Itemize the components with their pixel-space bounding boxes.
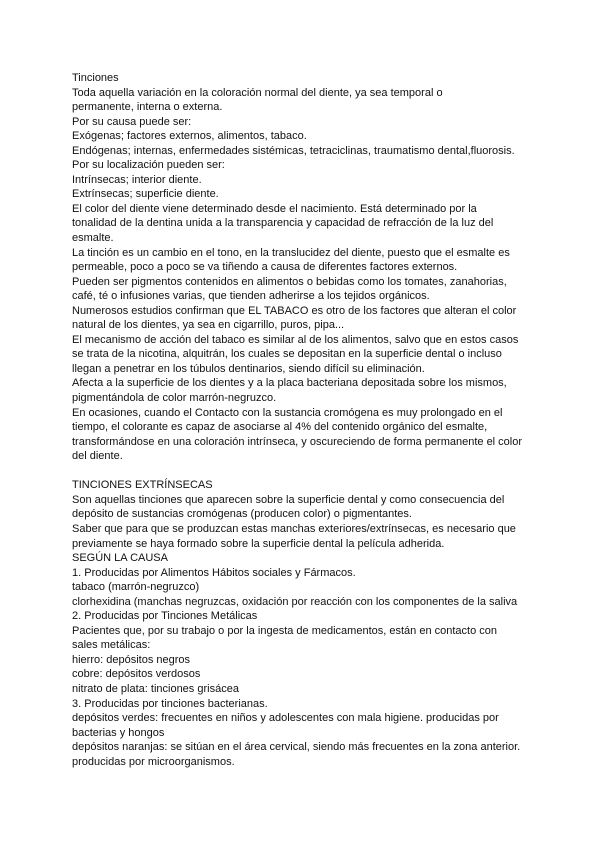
text-line: Por su causa puede ser: [72, 115, 192, 128]
list-item: 3. Producidas por tinciones bacterianas. [72, 697, 268, 710]
text-line: El mecanismo de acción del tabaco es similar al de los alimentos, salvo que en estos casos [72, 333, 519, 346]
paragraph-spacer [72, 464, 542, 479]
text-line: Por su localización pueden ser: [72, 159, 225, 172]
text-line: permanente, interna o externa. [72, 101, 223, 114]
text-line: Exógenas; factores externos, alimentos, tabaco. [72, 130, 307, 143]
text-line: se trata de la nicotina, alquitrán, los cuales se depositan en la superficie dental o incluso [72, 348, 502, 361]
section-title: TINCIONES EXTRÍNSECAS [72, 479, 213, 492]
text-line: La tinción es un cambio en el tono, en la translucidez del diente, puesto que el esmalte es [72, 246, 510, 259]
text-line: nitrato de plata: tinciones grisácea [72, 682, 239, 695]
text-line: depósitos verdes: frecuentes en niños y adolescentes con mala higiene. producidas por [72, 712, 499, 725]
text-line: sales metálicas: [72, 639, 151, 652]
section-tinciones-extrinsecas [72, 478, 542, 769]
text-line: El color del diente viene determinado desde el nacimiento. Está determinado por la [72, 202, 477, 215]
text-line: llegan a penetrar en los túbulos dentinarios, siendo difícil su eliminación. [72, 362, 425, 375]
text-line: En ocasiones, cuando el Contacto con la sustancia cromógena es muy prolongado en el [72, 406, 503, 419]
text-line: Afecta a la superficie de los dientes y a la placa bacteriana depositada sobre los mismos, [72, 377, 507, 390]
text-line: natural de los dientes, ya sea en cigarrillo, puros, pipa... [72, 319, 345, 332]
list-item: 2. Producidas por Tinciones Metálicas [72, 610, 258, 623]
text-line: depósitos naranjas: se sitúan en el área cervical, siendo más frecuentes en la zona anterior. [72, 741, 521, 754]
text-line: Numerosos estudios confirman que EL TABACO es otro de los factores que alteran el color [72, 304, 517, 317]
text-line: permeable, poco a poco se va tiñendo a causa de diferentes factores externos. [72, 261, 458, 274]
list-item: 1. Producidas por Alimentos Hábitos sociales y Fármacos. [72, 566, 356, 579]
document-body [72, 71, 542, 769]
text-line: Extrínsecas; superficie diente. [72, 188, 219, 201]
text-line: tabaco (marrón-negruzco) [72, 581, 200, 594]
text-line: tiempo, el colorante es capaz de asociarse al 4% del contenido orgánico del esmalte, [72, 421, 488, 434]
text-line: Pacientes que, por su trabajo o por la ingesta de medicamentos, están en contacto con [72, 624, 497, 637]
text-line: Saber que para que se produzcan estas manchas exteriores/extrínsecas, es necesario que [72, 522, 516, 535]
section-tinciones [72, 71, 542, 464]
text-line: previamente se haya formado sobre la superficie dental la película adherida. [72, 537, 445, 550]
text-line: esmalte. [72, 232, 114, 245]
subsection-title: SEGÚN LA CAUSA [72, 552, 168, 565]
text-line: Endógenas; internas, enfermedades sistémicas, tetraciclinas, traumatismo dental,fluorosis. [72, 144, 515, 157]
text-line: depósito de sustancias cromógenas (producen color) o pigmentantes. [72, 508, 412, 521]
section-title: Tinciones [72, 72, 119, 84]
text-line: Intrínsecas; interior diente. [72, 173, 202, 186]
text-line: hierro: depósitos negros [72, 653, 191, 666]
text-line: Son aquellas tinciones que aparecen sobre la superficie dental y como consecuencia del [72, 493, 505, 506]
text-line: Toda aquella variación en la coloración normal del diente, ya sea temporal o [72, 86, 443, 99]
text-line: producidas por microorganismos. [72, 755, 235, 768]
text-line: Pueden ser pigmentos contenidos en alimentos o bebidas como los tomates, zanahorias, [72, 275, 507, 288]
text-line: pigmentándola de color marrón-negruzco. [72, 392, 277, 405]
text-line: café, té o infusiones varias, que tienden adherirse a los tejidos orgánicos. [72, 290, 430, 303]
text-line: clorhexidina (manchas negruzcas, oxidación por reacción con los componentes de la saliva [72, 595, 518, 608]
text-line: tonalidad de la dentina unida a la transparencia y capacidad de refracción de la luz del [72, 217, 494, 230]
text-line: del diente. [72, 450, 123, 463]
text-line: transformándose en una coloración intrínseca, y oscureciendo de forma permanente el color [72, 435, 523, 448]
text-line: bacterias y hongos [72, 726, 165, 739]
text-line: cobre: depósitos verdosos [72, 668, 201, 681]
